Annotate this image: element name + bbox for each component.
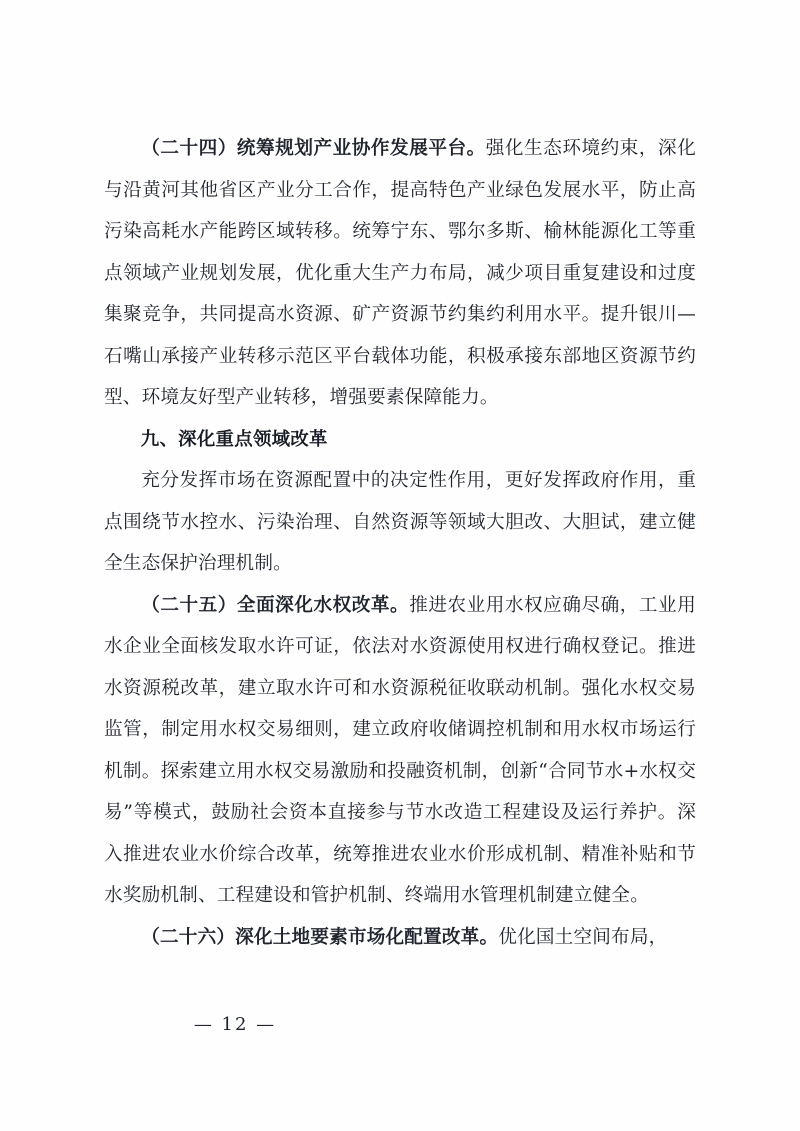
paragraph-25-lead: （二十五）全面深化水权改革。 <box>141 594 410 616</box>
paragraph-24 <box>104 128 696 419</box>
paragraph-25-text: 推进农业用水权应确尽确，工业用水企业全面核发取水许可证，依法对水资源使用权进行确权登记。推进水资源税改革，建立取水许可和水资源税征收联动机制。强化水权交易监管，制定用水权交易细则，建立政府收储调控机制和用水权市场运行机制。探索建立用水权交易激励和投融资机制，创新“合同节水+水权交易”等模式，鼓励社会资本直接参与节水改造工程建设及运行养护。深入推进农业水价综合改革，统筹推进农业水价形成机制、精准补贴和节水奖励机制、工程建设和管护机制、终端用水管理机制建立健全。 <box>104 594 696 906</box>
paragraph-26-text: 优化国土空间布局， <box>498 926 668 948</box>
paragraph-24-lead: （二十四）统筹规划产业协作发展平台。 <box>141 138 486 159</box>
paragraph-25 <box>104 585 696 917</box>
section-heading-9: 九、深化重点领域改革 <box>140 428 328 450</box>
paragraph-intro-9: 充分发挥市场在资源配置中的决定性作用，更好发挥政府作用，重点围绕节水控水、污染治理、自然资源等领域大胆改、大胆试，建立健全生态保护治理机制。 <box>104 470 696 574</box>
page-number: — 12 — <box>193 1014 277 1035</box>
document-body <box>104 128 696 958</box>
paragraph-26 <box>104 917 696 959</box>
paragraph-26-lead: （二十六）深化土地要素市场化配置改革。 <box>141 926 499 948</box>
paragraph-24-text: 强化生态环境约束，深化与沿黄河其他省区产业分工合作，提高特色产业绿色发展水平，防止高污染高耗水产能跨区域转移。统筹宁东、鄂尔多斯、榆林能源化工等重点领域产业规划发展，优化重大生产力布局，减少项目重复建设和过度集聚竞争，共同提高水资源、矿产资源节约集约利用水平。提升银川—石嘴山承接产业转移示范区平台载体功能，积极承接东部地区资源节约型、环境友好型产业转移，增强要素保障能力。 <box>104 138 696 408</box>
page-footer <box>104 1014 696 1035</box>
